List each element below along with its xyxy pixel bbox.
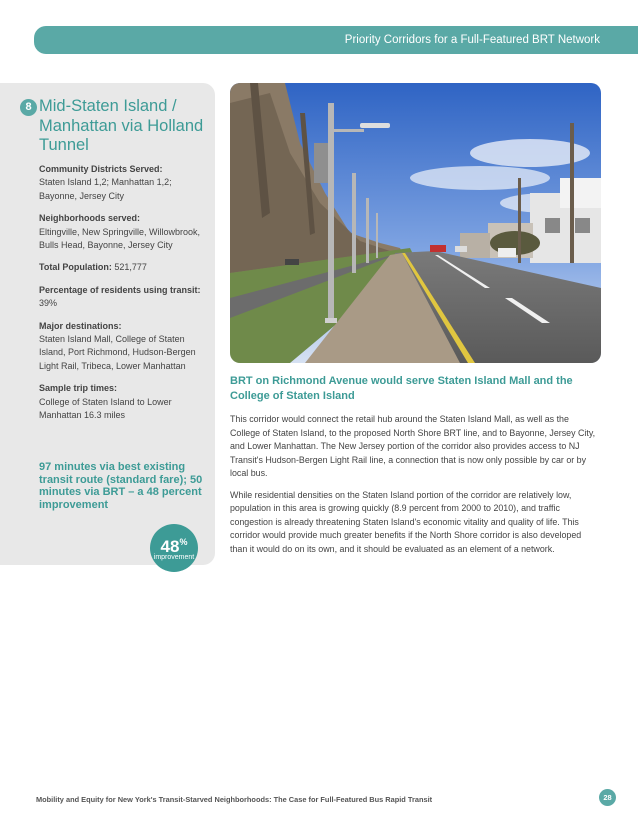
fact-value: College of Staten Island to Lower Manhattan 16.3 miles	[39, 396, 172, 421]
fact-label: Community Districts Served:	[39, 164, 163, 174]
fact-population	[39, 261, 207, 274]
corridor-title: Mid-Staten Island / Manhattan via Holland Tunnel	[39, 97, 204, 154]
photo-caption: BRT on Richmond Avenue would serve Staten Island Mall and the College of Staten Island	[230, 375, 573, 402]
improvement-label: improvement	[153, 554, 195, 561]
fact-label: Percentage of residents using transit:	[39, 284, 201, 295]
fact-trip-times	[39, 382, 207, 422]
fact-value: 521,777	[114, 262, 147, 273]
fact-value: Staten Island 1,2; Manhattan 1,2; Bayonne, Jersey City	[39, 177, 172, 201]
header-title: Priority Corridors for a Full-Featured BRT Network	[344, 34, 600, 46]
footer-title: Mobility and Equity for New York's Transit-Starved Neighborhoods: The Case for Full-Featured Bus Rapid Transit	[36, 795, 433, 804]
improvement-value: 48	[160, 537, 180, 556]
street-photo	[230, 83, 601, 363]
fact-destinations	[39, 320, 207, 374]
body-text	[230, 413, 600, 564]
header-band	[34, 26, 638, 54]
body-paragraph: While residential densities on the Staten Island portion of the corridor are relatively low, population in this area is growing quickly (8.9 percent from 2000 to 2010), and traffic congestion is already threatening Staten Island's economic vitality and quality of life. This corridor would provide much greater benefits if the North Shore corridor is also developed than it would do on its own, and it should be evaluated as an element of a network.	[230, 489, 582, 554]
body-paragraph: This corridor would connect the retail hub around the Staten Island Mall, as well as the College of Staten Island, to the proposed North Shore BRT line, and to Bayonne, Jersey City, and Lower Manhattan. The New Jersey portion of the corridor also provides access to NJ Transit's Hudson-Bergen Light Rail line, a connection that is now only possible by car or by local bus.	[230, 414, 596, 478]
corridor-number-badge: 8	[20, 99, 37, 116]
fact-value: 39%	[39, 298, 58, 309]
fact-districts	[39, 163, 207, 203]
fact-label: Sample trip times:	[39, 383, 118, 394]
fact-label: Neighborhoods served:	[39, 213, 141, 224]
fact-value: Eltingville, New Springville, Willowbrook, Bulls Head, Bayonne, Jersey City	[39, 226, 201, 251]
improvement-badge	[150, 524, 198, 572]
fact-label: Total Population:	[39, 262, 112, 273]
trip-time-highlight: 97 minutes via best existing transit route (standard fare); 50 minutes via BRT – a 48 percent improvement	[39, 461, 203, 511]
fact-value: Staten Island Mall, College of Staten Island, Port Richmond, Hudson-Bergen Light Rail, Tribeca, Lower Manhattan	[39, 334, 196, 371]
improvement-unit: %	[179, 537, 188, 547]
fact-transit-share	[39, 284, 207, 311]
corridor-facts	[39, 163, 207, 432]
fact-neighborhoods	[39, 212, 207, 252]
page-number: 28	[599, 789, 616, 806]
fact-label: Major destinations:	[39, 320, 122, 331]
